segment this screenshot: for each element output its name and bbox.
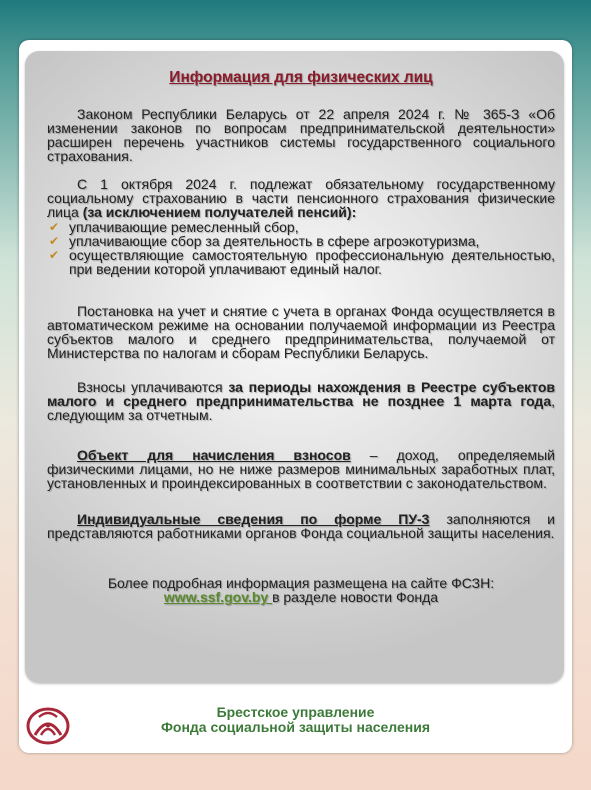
- info-content: [47, 69, 555, 604]
- list-item-text: уплачивающие ремесленный сбор,: [69, 219, 299, 235]
- footer-org: [19, 705, 572, 735]
- info-card: [19, 40, 572, 753]
- paragraph-contributions-bold: за периоды нахождения в Реестре субъектов малого и среднего предпринимательства не позднее 1 марта года: [47, 379, 556, 409]
- paragraph-object: [47, 448, 555, 490]
- paragraph-object-text: – доход, определяемый физическими лицами, но не ниже размеров минимальных заработных плат, установленных и проиндексированных в соответствии с законодательством.: [47, 447, 555, 491]
- paragraph-pu3-head: Индивидуальные сведения по форме ПУ-3: [77, 511, 430, 527]
- paragraph-pu3-text: заполняются и представляются работниками органов Фонда социальной защиты населения.: [47, 511, 556, 541]
- footer-line-2: Фонда социальной защиты населения: [160, 719, 431, 735]
- site-link[interactable]: www.ssf.gov.by: [163, 589, 273, 605]
- paragraph-insurance-text: С 1 октября 2024 г. подлежат обязательному государственному социальному страхованию в части пенсионного страхования физические лица: [47, 176, 555, 220]
- paragraph-pu3: [47, 512, 555, 540]
- check-icon: ✔: [49, 220, 60, 234]
- page-title: Информация для физических лиц: [169, 69, 433, 86]
- info-panel: [25, 51, 564, 683]
- check-icon: ✔: [49, 234, 60, 248]
- paragraph-insurance-bold: (за исключением получателей пенсий):: [82, 204, 357, 220]
- payer-list: [47, 220, 555, 276]
- paragraph-object-head: Объект для начисления взносов: [77, 447, 351, 463]
- paragraph-contributions: [47, 380, 555, 422]
- paragraph-law: Законом Республики Беларусь от 22 апреля 2024 г. № 365-З «Об изменении законов по вопросам предпринимательской деятельности» расширен перечень участников системы государственного социального страхования.: [47, 106, 555, 164]
- paragraph-contributions-b: , следующим за отчетным.: [47, 393, 555, 423]
- list-item-text: уплачивающие сбор за деятельность в сфере агроэкотуризма,: [69, 233, 480, 249]
- paragraph-insurance: [47, 177, 555, 219]
- site-line: [47, 590, 555, 604]
- list-item: [47, 234, 555, 248]
- footer-line-1: Брестское управление: [216, 704, 375, 720]
- check-icon: ✔: [49, 248, 60, 262]
- more-info-line: Более подробная информация размещена на сайте ФСЗН:: [107, 575, 495, 591]
- list-item: [47, 220, 555, 234]
- paragraph-registration: Постановка на учет и снятие с учета в органах Фонда осуществляется в автоматическом режиме на основании получаемой информации из Реестра субъектов малого и среднего предпринимательства, получаемой от Министерства по налогам и сборам Республики Беларусь.: [47, 303, 555, 361]
- site-suffix: в разделе новости Фонда: [272, 589, 439, 605]
- list-item-text: осуществляющие самостоятельную профессиональную деятельностью, при ведении которой уплачивают единый налог.: [69, 247, 555, 277]
- paragraph-contributions-a: Взносы уплачиваются: [77, 379, 223, 395]
- list-item: [47, 248, 555, 276]
